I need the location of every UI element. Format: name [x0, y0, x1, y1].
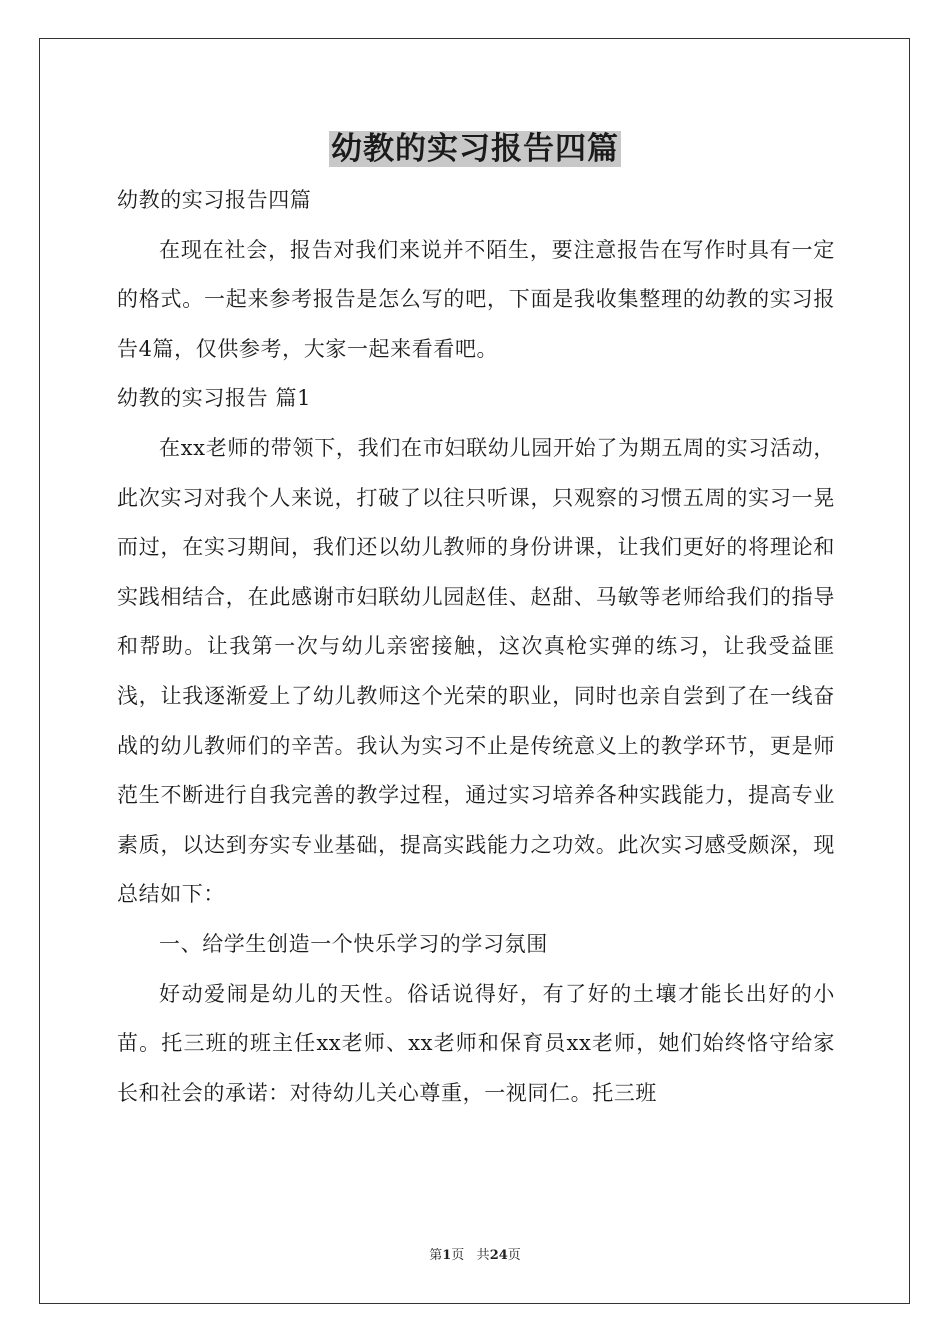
total-suffix: 页 — [507, 1248, 521, 1263]
paragraph: 在xx老师的带领下，我们在市妇联幼儿园开始了为期五周的实习活动，此次实习对我个人来说，打破了以往只听课，只观察的习惯五周的实习一晃而过，在实习期间，我们还以幼儿教师的身份讲课，让我们更好的将理论和实践相结合，在此感谢市妇联幼儿园赵佳、赵甜、马敏等老师给我们的指导和帮助。让我第一次与幼儿亲密接触，这次真枪实弹的练习，让我受益匪浅，让我逐渐爱上了幼儿教师这个光荣的职业，同时也亲自尝到了在一线奋战的幼儿教师们的辛苦。我认为实习不止是传统意义上的教学环节，更是师范生不断进行自我完善的教学过程，通过实习培养各种实践能力，提高专业素质，以达到夯实专业基础，提高实践能力之功效。此次实习感受颇深，现总结如下： — [117, 435, 835, 907]
paragraph: 幼教的实习报告四篇 — [117, 188, 312, 212]
document-title — [0, 124, 950, 174]
document-body — [117, 176, 835, 1118]
total-pages: 24 — [489, 1248, 508, 1263]
page-suffix: 页 — [451, 1248, 465, 1263]
paragraph: 一、给学生创造一个快乐学习的学习氛围 — [159, 931, 548, 956]
paragraph: 好动爱闹是幼儿的天性。俗话说得好，有了好的土壤才能长出好的小苗。托三班的班主任xx老师、xx老师和保育员xx老师，她们始终恪守给家长和社会的承诺：对待幼儿关心尊重，一视同仁。托三班 — [117, 981, 835, 1105]
document-title-text: 幼教的实习报告四篇 — [331, 131, 619, 167]
page-footer — [0, 1247, 950, 1265]
paragraph: 在现在社会，报告对我们来说并不陌生，要注意报告在写作时具有一定的格式。一起来参考报告是怎么写的吧，下面是我收集整理的幼教的实习报告4篇，仅供参考，大家一起来看看吧。 — [117, 237, 835, 361]
paragraph: 幼教的实习报告 篇1 — [117, 386, 312, 411]
page-prefix: 第 — [429, 1248, 443, 1263]
page-number: 1 — [442, 1248, 452, 1263]
total-prefix: 共 — [476, 1248, 490, 1263]
